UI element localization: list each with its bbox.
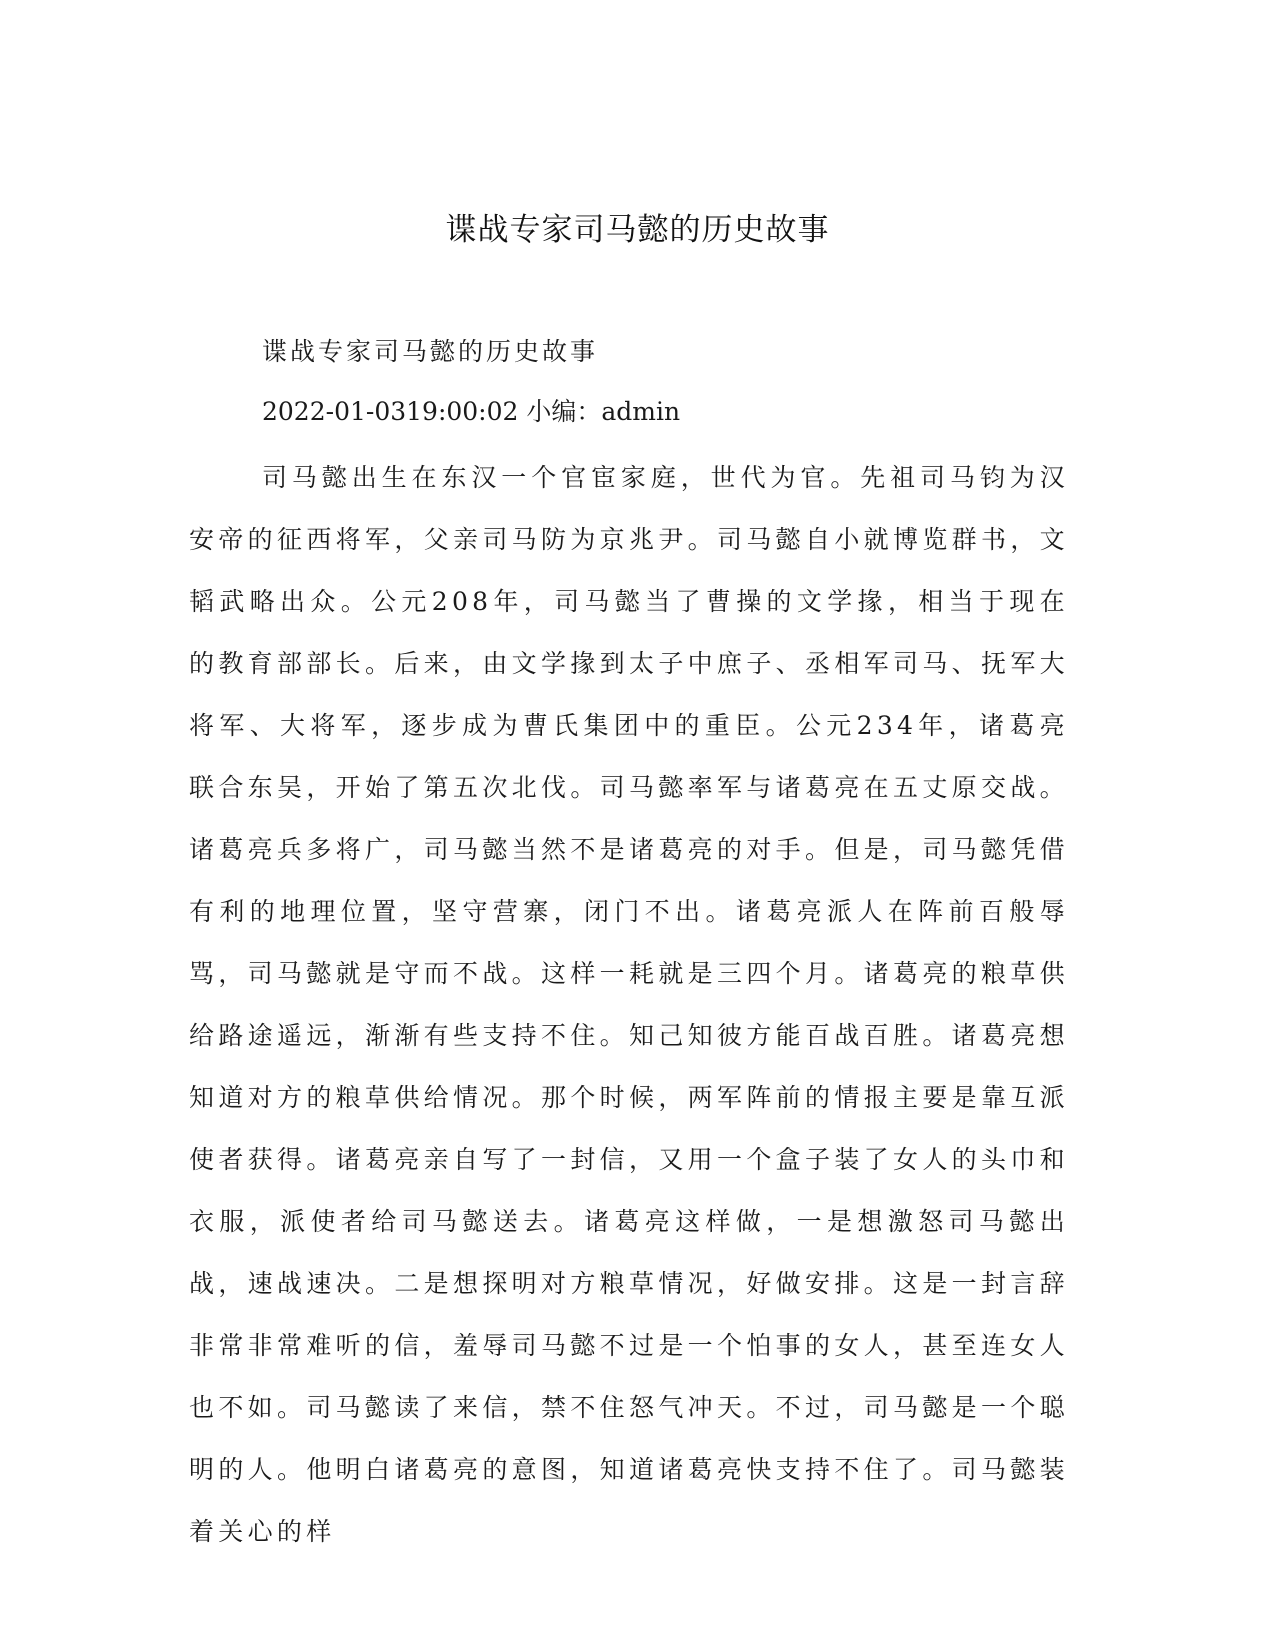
article-subtitle: 谍战专家司马懿的历史故事 [262, 337, 599, 366]
author-label: 小编： [526, 397, 602, 426]
publish-datetime: 2022-01-0319:00:02 [262, 397, 519, 426]
document-title: 谍战专家司马懿的历史故事 [445, 212, 830, 248]
article-body: 司马懿出生在东汉一个官宦家庭，世代为官。先祖司马钧为汉安帝的征西将军，父亲司马防为京兆尹。司马懿自小就博览群书，文韬武略出众。公元208年，司马懿当了曹操的文学掾，相当于现在的教育部部长。后来，由文学掾到太子中庶子、丞相军司马、抚军大将军、大将军，逐步成为曹氏集团中的重臣。公元234年，诸葛亮联合东吴，开始了第五次北伐。司马懿率军与诸葛亮在五丈原交战。诸葛亮兵多将广，司马懿当然不是诸葛亮的对手。但是，司马懿凭借有利的地理位置，坚守营寨，闭门不出。诸葛亮派人在阵前百般辱骂，司马懿就是守而不战。这样一耗就是三四个月。诸葛亮的粮草供给路途遥远，渐渐有些支持不住。知己知彼方能百战百胜。诸葛亮想知道对方的粮草供给情况。那个时候，两军阵前的情报主要是靠互派使者获得。诸葛亮亲自写了一封信，又用一个盒子装了女人的头巾和衣服，派使者给司马懿送去。诸葛亮这样做，一是想激怒司马懿出战，速战速决。二是想探明对方粮草情况，好做安排。这是一封言辞非常非常难听的信，羞辱司马懿不过是一个怕事的女人，甚至连女人也不如。司马懿读了来信，禁不住怒气冲天。不过，司马懿是一个聪明的人。他明白诸葛亮的意图，知道诸葛亮快支持不住了。司马懿装着关心的样 [189, 463, 1069, 1546]
article-dateline [262, 394, 680, 430]
author-name: admin [601, 397, 681, 426]
